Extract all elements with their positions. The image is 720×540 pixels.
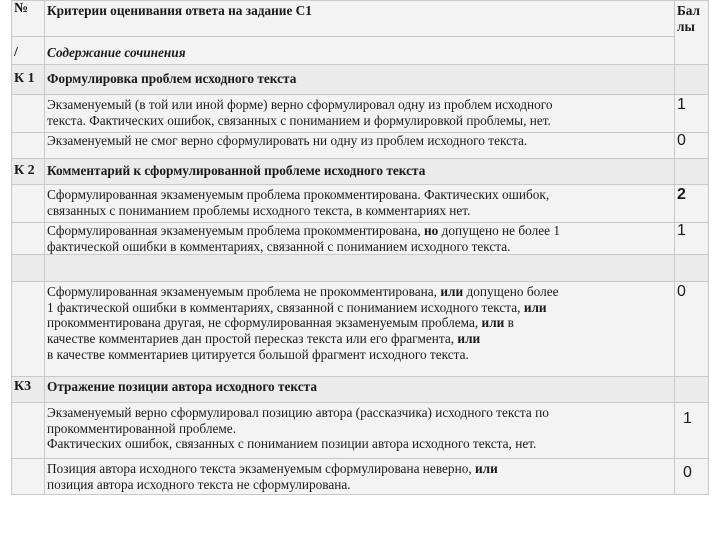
k3-row-1-line-1: Экзаменуемый верно сформулировал позицию автора (рассказчика) исходного текста по — [47, 405, 549, 421]
k2-row-3-line-1c: допущено более — [463, 284, 559, 300]
header-title: Критерии оценивания ответа на задание С1 — [47, 3, 312, 18]
k2-row-1-score-value: 2 — [677, 186, 686, 203]
k2-row-3-line-3a: прокомментирована другая, не сформулированная экзаменуемым проблема, — [47, 315, 482, 331]
k3-code: К3 — [14, 379, 32, 395]
k2-row-3-line-3c: в — [504, 315, 514, 331]
k2-row-2-line-1a: Сформулированная экзаменуемым проблема прокомментирована, — [47, 223, 424, 238]
header-subtitle-cell — [45, 37, 675, 65]
k1-row-1-empty — [12, 95, 45, 133]
k3-row-1-text — [45, 403, 675, 459]
k3-row-2-line-1b: или — [475, 461, 498, 477]
k3-row-2-line-1 — [47, 461, 672, 477]
header-points-cell — [675, 1, 709, 65]
k3-row-2-score-value: 0 — [683, 464, 692, 482]
k2-code: К 2 — [14, 163, 35, 178]
k2-spacer-c1 — [12, 255, 45, 282]
header-num-second-cell — [12, 37, 45, 65]
k1-row-1-line-1: Экзаменуемый (в той или иной форме) верно сформулировал одну из проблем исходного — [47, 97, 553, 112]
k1-row-1-score-value: 1 — [677, 96, 686, 113]
k3-row-2-empty — [12, 459, 45, 495]
k2-row-3-line-2b: или — [523, 299, 547, 315]
header-num: № — [14, 1, 29, 16]
k2-row-2-score — [675, 223, 709, 255]
k2-row-3-score — [675, 282, 709, 377]
k2-row-3-line-4 — [47, 331, 672, 347]
header-points-line1: Бал — [677, 3, 701, 18]
k3-row-2 — [12, 459, 709, 495]
k1-code: К 1 — [14, 71, 35, 86]
k1-title-cell — [45, 65, 675, 95]
k2-row-2-line-1b: но — [424, 223, 439, 238]
k2-row-3-line-2a: 1 фактической ошибки в комментариях, связанной с пониманием исходного текста, — [47, 299, 524, 315]
k1-row-1-score — [675, 95, 709, 133]
header-num-cell — [12, 1, 45, 37]
k2-row-3-line-4b: или — [457, 330, 481, 346]
k2-code-cell — [12, 159, 45, 185]
k2-row-2-text — [45, 223, 675, 255]
k2-row-3-empty — [12, 282, 45, 377]
k1-row-1 — [12, 95, 709, 133]
k2-row-1-text — [45, 185, 675, 223]
header-points-line2: лы — [677, 18, 695, 34]
k1-title: Формулировка проблем исходного текста — [47, 71, 297, 86]
k3-row-1-score-value: 1 — [683, 410, 692, 428]
k2-row-3-score-value: 0 — [677, 283, 686, 301]
k2-row-2-score-value: 1 — [677, 222, 686, 239]
header-num-second: / — [14, 45, 18, 60]
k1-title-score-cell — [675, 65, 709, 95]
k3-row-2-score — [675, 459, 709, 495]
k3-title-row — [12, 377, 709, 403]
k2-row-2-empty — [12, 223, 45, 255]
k2-row-3-line-1a: Сформулированная экзаменуемым проблема не прокомментирована, — [47, 284, 441, 300]
k2-row-3-line-3b: или — [481, 315, 505, 331]
k2-row-2-line-1c: допущено не более 1 — [438, 223, 561, 238]
criteria-table — [11, 0, 709, 495]
k2-spacer-c3 — [675, 255, 709, 282]
k3-row-2-text — [45, 459, 675, 495]
header-title-cell — [45, 1, 675, 37]
k3-code-cell — [12, 377, 45, 403]
k1-row-2-score-value: 0 — [677, 132, 686, 149]
k2-row-3 — [12, 282, 709, 377]
k2-title-cell — [45, 159, 675, 185]
k1-row-2-empty — [12, 133, 45, 159]
k2-row-3-line-2 — [47, 300, 672, 316]
k2-title-score-cell — [675, 159, 709, 185]
k1-row-2-text — [45, 133, 675, 159]
k2-row-3-text — [45, 282, 675, 377]
k2-spacer-row — [12, 255, 709, 282]
k2-row-1-score — [675, 185, 709, 223]
header-row — [12, 1, 709, 37]
k2-row-1-line-2: связанных с пониманием проблемы исходного текста, в комментариях нет. — [47, 202, 471, 218]
k3-title: Отражение позиции автора исходного текста — [47, 379, 318, 395]
k2-row-3-line-1b: или — [440, 284, 464, 300]
k3-title-cell — [45, 377, 675, 403]
header-subtitle: Содержание сочинения — [47, 45, 186, 60]
k2-row-2-line-2: фактической ошибки в комментариях, связанной с пониманием исходного текста. — [47, 238, 511, 254]
k2-row-3-line-4a: качестве комментариев дан простой пересказ текста или его фрагмента, — [47, 330, 458, 346]
k2-title: Комментарий к сформулированной проблеме исходного текста — [47, 163, 426, 178]
k3-title-score-cell — [675, 377, 709, 403]
k3-row-2-line-2: позиция автора исходного текста не сформулирована. — [47, 476, 351, 492]
k2-row-1 — [12, 185, 709, 223]
k1-code-cell — [12, 65, 45, 95]
k1-row-1-text — [45, 95, 675, 133]
k1-row-2-score — [675, 133, 709, 159]
k3-row-1-line-2: прокомментированной проблеме. — [47, 420, 237, 436]
subheader-row — [12, 37, 709, 65]
k2-title-row — [12, 159, 709, 185]
k1-title-row — [12, 65, 709, 95]
k2-row-1-empty — [12, 185, 45, 223]
k3-row-1-line-3: Фактических ошибок, связанных с пониманием позиции автора исходного текста, нет. — [47, 436, 537, 452]
k2-row-3-line-3 — [47, 315, 672, 331]
k1-row-2-line-1: Экзаменуемый не смог верно сформулировать ни одну из проблем исходного текста. — [47, 133, 528, 148]
k2-spacer-c2 — [45, 255, 675, 282]
k2-row-2-line-1 — [47, 223, 672, 239]
k3-row-1-empty — [12, 403, 45, 459]
k3-row-2-line-1a: Позиция автора исходного текста экзаменуемым сформулирована неверно, — [47, 461, 475, 477]
k1-row-1-line-2: текста. Фактических ошибок, связанных с пониманием и формулировкой проблемы, нет. — [47, 112, 551, 128]
k2-row-3-line-5: в качестве комментариев цитируется большой фрагмент исходного текста. — [47, 346, 469, 362]
k3-row-1-score — [675, 403, 709, 459]
k2-row-3-line-1 — [47, 284, 672, 300]
k3-row-1 — [12, 403, 709, 459]
k2-row-1-line-1: Сформулированная экзаменуемым проблема прокомментирована. Фактических ошибок, — [47, 187, 550, 202]
k2-row-2 — [12, 223, 709, 255]
k1-row-2 — [12, 133, 709, 159]
